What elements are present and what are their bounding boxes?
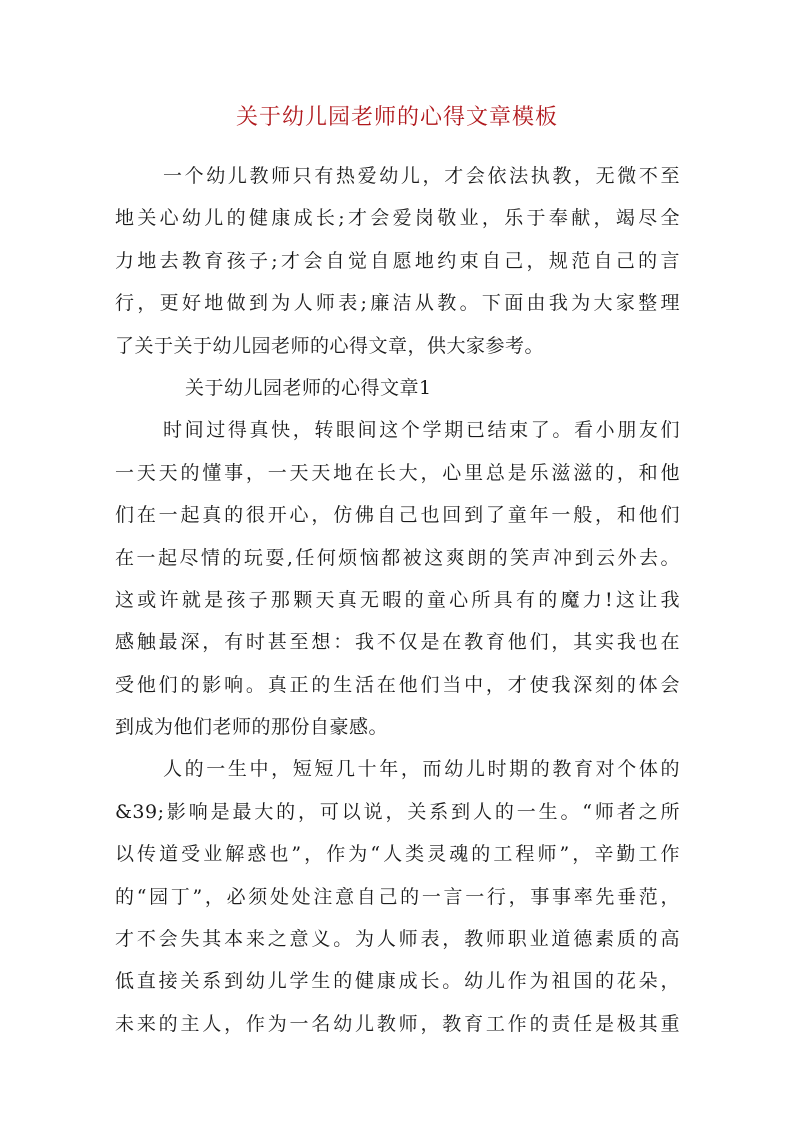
paragraph-line: 们在一起真的很开心，仿佛自己也回到了童年一般，和他们 xyxy=(115,504,680,527)
paragraph-line: 的“园丁”，必须处处注意自己的一言一行，事事率先垂范， xyxy=(115,885,680,908)
paragraph-line: 才不会失其本来之意义。为人师表，教师职业道德素质的高 xyxy=(115,928,680,951)
paragraph-line: 在一起尽情的玩耍,任何烦恼都被这爽朗的笑声冲到云外去。 xyxy=(115,546,680,569)
paragraph-line: 力地去教育孩子;才会自觉自愿地约束自己，规范自己的言 xyxy=(115,249,680,272)
paragraph-line: 时间过得真快，转眼间这个学期已结束了。看小朋友们 xyxy=(163,419,680,442)
paragraph-line: 人的一生中，短短几十年，而幼儿时期的教育对个体的 xyxy=(163,758,680,781)
paragraph-line: 一个幼儿教师只有热爱幼儿，才会依法执教，无微不至 xyxy=(163,165,680,187)
paragraph-line: 感触最深，有时甚至想：我不仅是在教育他们，其实我也在 xyxy=(115,631,680,654)
paragraph-line: 一天天的懂事，一天天地在长大，心里总是乐滋滋的，和他 xyxy=(115,461,680,484)
paragraph-line: 低直接关系到幼儿学生的健康成长。幼儿作为祖国的花朵， xyxy=(115,970,680,993)
document-title: 关于幼儿园老师的心得文章模板 xyxy=(235,105,558,130)
document-body xyxy=(115,155,680,1045)
paragraph-line: 未来的主人，作为一名幼儿教师，教育工作的责任是极其重 xyxy=(115,1012,680,1035)
paragraph-line: 了关于关于幼儿园老师的心得文章，供大家参考。 xyxy=(115,334,545,357)
paragraph-line: 这或许就是孩子那颗天真无暇的童心所具有的魔力!这让我 xyxy=(115,588,680,611)
paragraph-line: &39;影响是最大的，可以说，关系到人的一生。“师者之所 xyxy=(115,800,680,823)
paragraph-line: 到成为他们老师的那份自豪感。 xyxy=(115,716,389,739)
paragraph-line: 受他们的影响。真正的生活在他们当中，才使我深刻的体会 xyxy=(115,673,680,696)
paragraph-line: 以传道受业解惑也”，作为“人类灵魂的工程师”，辛勤工作 xyxy=(115,843,680,866)
paragraph-line: 行，更好地做到为人师表;廉洁从教。下面由我为大家整理 xyxy=(115,292,680,315)
paragraph-line: 地关心幼儿的健康成长;才会爱岗敬业，乐于奉献，竭尽全 xyxy=(115,207,680,230)
section-heading: 关于幼儿园老师的心得文章1 xyxy=(185,376,432,399)
